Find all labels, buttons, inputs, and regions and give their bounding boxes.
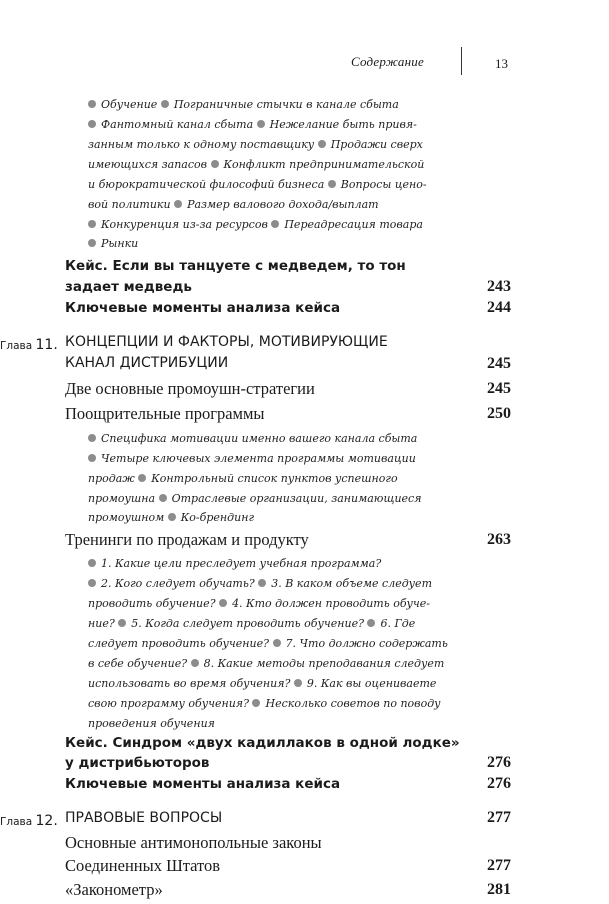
header-divider [461, 47, 462, 75]
list-item: Конфликт предпринимательской [223, 158, 425, 171]
list-line [88, 94, 399, 115]
list-line [88, 553, 381, 574]
list-item: Несколько советов по поводу [265, 697, 441, 710]
bullet-icon [174, 200, 182, 208]
list-line [88, 633, 448, 654]
page-ref: 276 [487, 775, 511, 792]
list-line [88, 613, 415, 634]
list-line [88, 214, 423, 235]
list-item: промоушном [88, 511, 165, 524]
list-item: Нежелание быть привя- [269, 118, 417, 131]
page-ref: 245 [487, 380, 511, 397]
list-item: Контрольный список пунктов успешного [151, 472, 398, 485]
bullet-icon [211, 160, 219, 168]
list-item: промоушна [88, 492, 156, 505]
section-title-cont: Соединенных Штатов [65, 856, 221, 875]
list-line [88, 693, 441, 714]
list-item: Ко-брендинг [180, 511, 255, 524]
list-item: проведения обучения [88, 717, 215, 730]
list-line [88, 468, 398, 489]
list-item: 2. Кого следует обучать? [101, 577, 255, 590]
list-line [88, 448, 416, 469]
list-item: следует проводить обучение? [88, 637, 270, 650]
list-item: Фантомный канал сбыта [101, 118, 254, 131]
list-item: 4. Кто должен проводить обуче- [232, 597, 431, 610]
list-item: Продажи сверх [330, 138, 423, 151]
list-item: Рынки [101, 237, 139, 250]
bullet-icon [318, 140, 326, 148]
chapter-label [0, 813, 58, 829]
list-item: имеющихся запасов [88, 158, 208, 171]
page-ref: 276 [487, 754, 511, 771]
key-points-title: Ключевые моменты анализа кейса [65, 776, 341, 792]
bullet-icon [294, 679, 302, 687]
page-number: 13 [495, 56, 508, 71]
chapter-number: 11. [35, 337, 58, 353]
list-item: 5. Когда следует проводить обучение? [131, 617, 364, 630]
list-item: Пограничные стычки в канале сбыта [173, 98, 399, 111]
list-item: использовать во время обучения? [88, 677, 291, 690]
page-ref: 277 [487, 857, 511, 874]
section-title: Поощрительные программы [65, 404, 265, 423]
case-title: Кейс. Синдром «двух кадиллаков в одной лодке» [65, 735, 460, 751]
list-item: ние? [88, 617, 115, 630]
list-line [88, 134, 423, 155]
bullet-icon [328, 180, 336, 188]
bullet-icon [168, 513, 176, 521]
list-item: занным только к одному поставщику [88, 138, 315, 151]
bullet-icon [252, 699, 260, 707]
section-title: Тренинги по продажам и продукту [65, 530, 309, 549]
page-ref: 277 [487, 809, 511, 826]
bullet-icon [88, 120, 96, 128]
running-header-title: Содержание [351, 54, 424, 69]
list-line [88, 114, 417, 135]
chapter-prefix: Глава [0, 816, 33, 828]
list-line [88, 593, 430, 614]
list-item: Размер валового дохода/выплат [187, 198, 379, 211]
list-item: 7. Что должно содержать [285, 637, 448, 650]
bullet-icon [138, 474, 146, 482]
case-title-cont: у дистрибьюторов [65, 755, 210, 771]
list-item: вой политики [88, 198, 171, 211]
list-line [88, 713, 215, 734]
list-item: Отраслевые организации, занимающиеся [171, 492, 422, 505]
bullet-icon [118, 619, 126, 627]
list-item: 3. В каком объеме следует [271, 577, 432, 590]
list-item: и бюрократической философий бизнеса [88, 178, 325, 191]
bullet-icon [161, 100, 169, 108]
list-line [88, 488, 422, 509]
bullet-icon [88, 239, 96, 247]
bullet-icon [257, 120, 265, 128]
chapter-number: 12. [35, 813, 58, 829]
list-item: Обучение [101, 98, 158, 111]
bullet-icon [88, 579, 96, 587]
chapter-title-cont: КАНАЛ ДИСТРИБУЦИИ [65, 355, 229, 371]
page-ref: 244 [487, 299, 511, 316]
list-item: Четыре ключевых элемента программы мотивации [101, 452, 416, 465]
bullet-icon [219, 599, 227, 607]
list-line [88, 233, 138, 254]
section-title: Две основные промоушн-стратегии [65, 379, 315, 398]
chapter-title: ПРАВОВЫЕ ВОПРОСЫ [65, 810, 223, 826]
list-item: Переадресация товара [284, 218, 423, 231]
page-ref: 281 [487, 881, 511, 898]
bullet-icon [88, 220, 96, 228]
page-ref: 243 [487, 278, 511, 295]
list-line [88, 428, 417, 449]
list-line [88, 673, 436, 694]
case-title: Кейс. Если вы танцуете с медведем, то тон [65, 258, 406, 274]
section-title: «Законометр» [65, 880, 163, 899]
page-ref: 245 [487, 355, 511, 372]
list-item: в себе обучение? [88, 657, 188, 670]
case-title-cont: задает медведь [65, 279, 192, 295]
bullet-icon [88, 434, 96, 442]
bullet-icon [258, 579, 266, 587]
list-line [88, 174, 427, 195]
list-line [88, 507, 254, 528]
list-item: Специфика мотивации именно вашего канала сбыта [101, 432, 418, 445]
list-item: проводить обучение? [88, 597, 216, 610]
list-item: Вопросы цено- [340, 178, 427, 191]
bullet-icon [191, 659, 199, 667]
list-line [88, 154, 424, 175]
chapter-prefix: Глава [0, 340, 33, 352]
chapter-label [0, 337, 58, 353]
list-line [88, 573, 432, 594]
list-line [88, 194, 379, 215]
list-item: продаж [88, 472, 135, 485]
list-item: 1. Какие цели преследует учебная программа? [101, 557, 382, 570]
bullet-icon [159, 494, 167, 502]
bullet-icon [88, 559, 96, 567]
bullet-icon [271, 220, 279, 228]
bullet-icon [88, 454, 96, 462]
bullet-icon [367, 619, 375, 627]
list-item: 9. Как вы оцениваете [306, 677, 437, 690]
list-item: 8. Какие методы преподавания следует [203, 657, 445, 670]
list-item: свою программу обучения? [88, 697, 249, 710]
page-ref: 250 [487, 405, 511, 422]
section-title: Основные антимонопольные законы [65, 833, 322, 852]
bullet-icon [273, 639, 281, 647]
chapter-title: КОНЦЕПЦИИ И ФАКТОРЫ, МОТИВИРУЮЩИЕ [65, 334, 388, 350]
bullet-icon [88, 100, 96, 108]
page-ref: 263 [487, 531, 511, 548]
list-line [88, 653, 444, 674]
key-points-title: Ключевые моменты анализа кейса [65, 300, 341, 316]
list-item: Конкуренция из-за ресурсов [101, 218, 268, 231]
list-item: 6. Где [380, 617, 416, 630]
